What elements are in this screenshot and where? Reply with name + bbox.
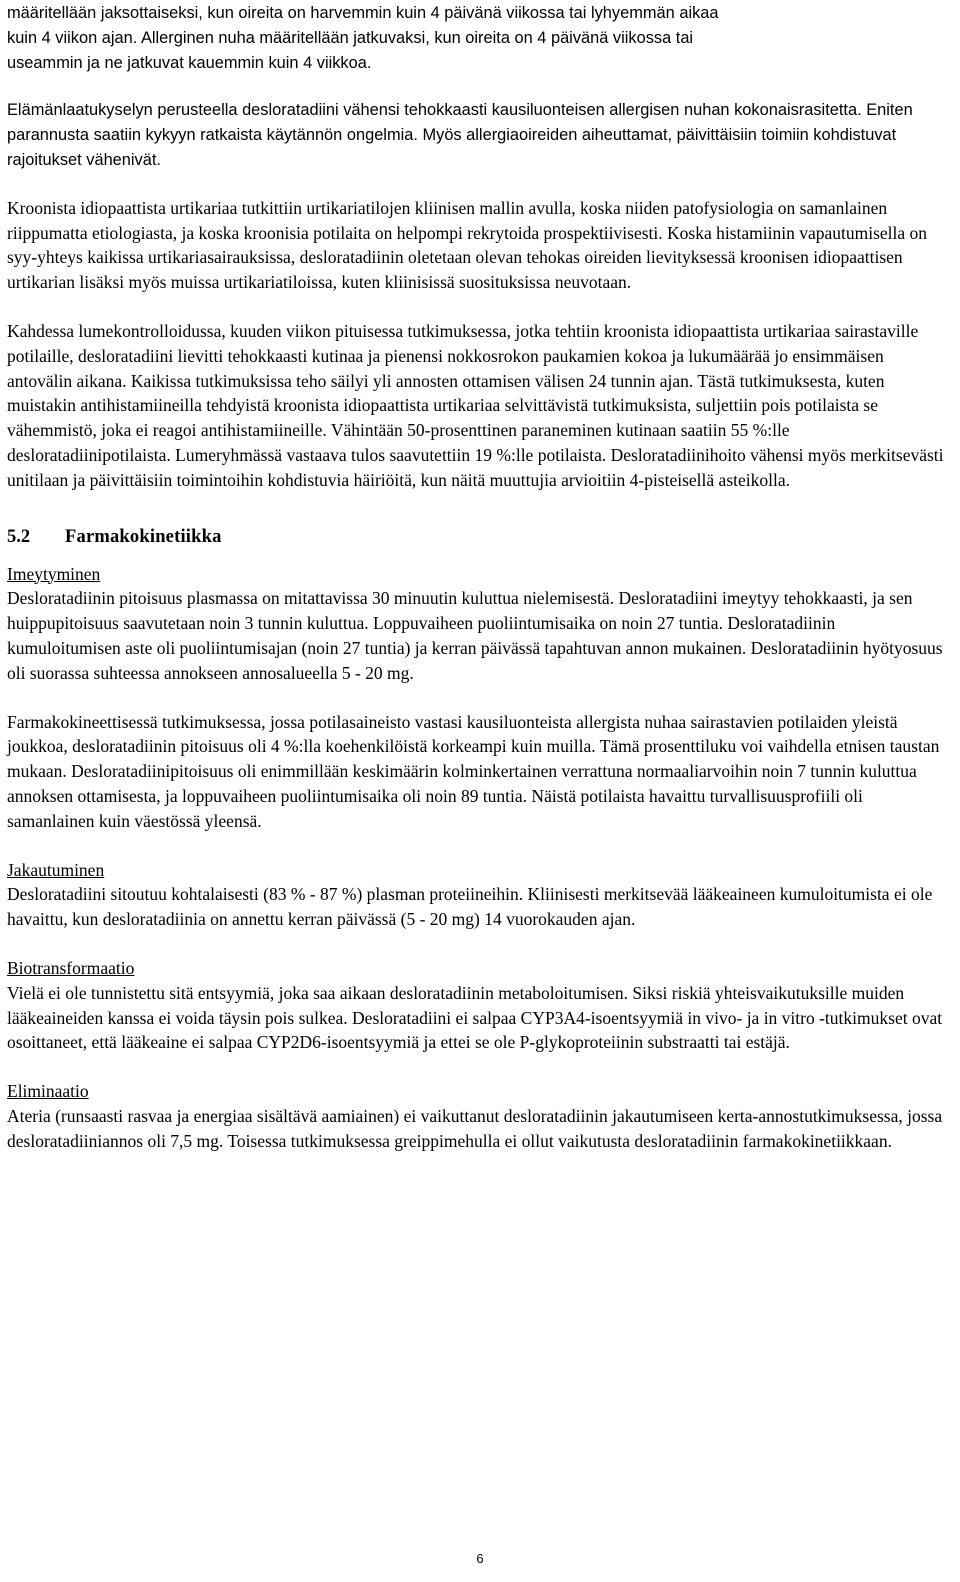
paragraph-imeytyminen-2: Farmakokineettisessä tutkimuksessa, jossa potilasaineisto vastasi kausiluonteista allergista nuhaa sairastavien potilaiden yleistä joukkoa, desloratadiinin pitoisuus oli 4 %:lla koehenkilöistä korkeampi kuin muilla. Tämä prosenttiluku voi vaihdella etnisen taustan mukaan. Desloratadiinipitoisuus oli enimmillään keskimäärin kolminkertainen verrattuna normaaliarvoihin noin 7 tunnin kuluttua annoksen ottamisesta, ja loppuvaiheen puoliintumisaika oli noin 89 tuntia. Näistä potilaista havaittu turvallisuusprofiili oli samanlainen kuin väestössä yleensä. bbox=[7, 711, 940, 831]
paragraph-line: määritellään jaksottaiseksi, kun oireita on harvemmin kuin 4 päivänä viikossa tai lyhyemmän aikaa bbox=[7, 4, 719, 22]
paragraph-line: kuin 4 viikon ajan. Allerginen nuha määritellään jatkuvaksi, kun oireita on 4 päivänä viikossa tai bbox=[7, 28, 694, 47]
paragraph-biotransformaatio: Vielä ei ole tunnistettu sitä entsyymiä, joka saa aikaan desloratadiinin metaboloitumisen. Siksi riskiä yhteisvaikutuksille muiden lääkeaineiden kanssa ei voida täysin pois sulkea. Desloratadiini ei salpaa CYP3A4-isoentsyymiä in vivo- ja in vitro -tutkimukset ovat osoittaneet, että lääkeaine ei salpaa CYP2D6-isoentsyymiä ja ettei se ole P-glykoproteiinin substraatti tai estäjä. bbox=[7, 982, 943, 1053]
page-number: 6 bbox=[476, 1551, 484, 1566]
subheading-biotransformaatio: Biotransformaatio bbox=[7, 957, 135, 978]
paragraph-rhinitis-definition bbox=[7, 1, 952, 75]
paragraph-eliminaatio: Ateria (runsaasti rasvaa ja energiaa sisältävä aamiainen) ei vaikuttanut desloratadiinin jakautumiseen kerta-annostutkimuksessa, jossa desloratadiiniannos oli 7,5 mg. Toisessa tutkimuksessa greippimehulla ei ollut vaikutusta desloratadiinin farmakokinetiikkaan. bbox=[7, 1105, 943, 1151]
section-number: 5.2 bbox=[7, 526, 31, 547]
section-heading bbox=[7, 522, 952, 552]
subheading-eliminaatio: Eliminaatio bbox=[7, 1081, 89, 1102]
document-page bbox=[7, 1, 952, 1153]
paragraph-line: useammin ja ne jatkuvat kauemmin kuin 4 viikkoa. bbox=[7, 53, 372, 72]
paragraph-chronic-urticaria: Kroonista idiopaattista urtikariaa tutkittiin urtikariatilojen kliinisen mallin avulla, koska niiden patofysiologia on samanlainen riippumatta etiologiasta, ja koska kroonisia potilaita on helpompi rekrytoida prospektiivisesti. Koska histamiinin vapautumisella on syy-yhteys kaikissa urtikariasairauksissa, desloratadiinin oletetaan olevan tehokas oireiden lievityksessä kroonisen idiopaattisen urtikarian lisäksi myös muissa urtikariatiloissa, kuten kliinisissä suosituksissa neuvotaan. bbox=[7, 197, 928, 293]
paragraph-urticaria-studies: Kahdessa lumekontrolloidussa, kuuden viikon pituisessa tutkimuksessa, jotka tehtiin kroonista idiopaattista urtikariaa sairastaville potilaille, desloratadiini lievitti tehokkaasti kutinaa ja pienensi nokkosrokon paukamien kokoa ja lukumäärää jo ensimmäisen antovälin aikana. Kaikissa tutkimuksissa teho säilyi yli annosten ottamisen välisen 24 tunnin ajan. Tästä tutkimuksesta, kuten muistakin antihistamiineilla tehdyistä kroonista idiopaattista urtikariaa selvittävistä tutkimuksista, suljettiin pois potilaista se vähemmistö, joka ei reagoi antihistamiineille. Vähintään 50-prosenttinen paraneminen kutinaan saatiin 55 %:lle desloratadiinipotilaista. Lumeryhmässä vastaava tulos saavutettiin 19 %:lle potilaista. Desloratadiinihoito vähensi myös merkitsevästi unitilaan ja päivittäisiin toimintoihin kohdistuvia häiriöitä, kun näitä muuttujia arvioitiin 4-pisteisellä asteikolla. bbox=[7, 320, 944, 490]
section-title: Farmakokinetiikka bbox=[65, 526, 222, 547]
subheading-imeytyminen: Imeytyminen bbox=[7, 563, 101, 584]
paragraph-jakautuminen: Desloratadiini sitoutuu kohtalaisesti (83 % - 87 %) plasman proteiineihin. Kliinisesti merkitsevää lääkeaineen kumuloitumista ei ole havaittu, kun desloratadiinia on annettu kerran päivässä (5 - 20 mg) 14 vuorokauden ajan. bbox=[7, 884, 933, 930]
subheading-jakautuminen: Jakautuminen bbox=[7, 859, 105, 880]
paragraph-quality-of-life: Elämänlaatukyselyn perusteella desloratadiini vähensi tehokkaasti kausiluonteisen allergisen nuhan kokonaisrasitetta. Eniten parannusta saatiin kykyyn ratkaista käytännön ongelmia. Myös allergiaoireiden aiheuttamat, päivittäisiin toimiin kohdistuvat rajoitukset vähenivät. bbox=[7, 101, 913, 169]
paragraph-imeytyminen-1: Desloratadiinin pitoisuus plasmassa on mitattavissa 30 minuutin kuluttua nielemisestä. Desloratadiini imeytyy tehokkaasti, ja sen huippupitoisuus saavutetaan noin 3 tunnin kuluttua. Loppuvaiheen puoliintumisaika on noin 27 tuntia. Desloratadiinin kumuloitumisen aste oli puoliintumisajan (noin 27 tuntia) ja kerran päivässä tapahtuvan annon mukainen. Desloratadiinin hyötyosuus oli suorassa suhteessa annokseen annosalueella 5 - 20 mg. bbox=[7, 588, 943, 683]
